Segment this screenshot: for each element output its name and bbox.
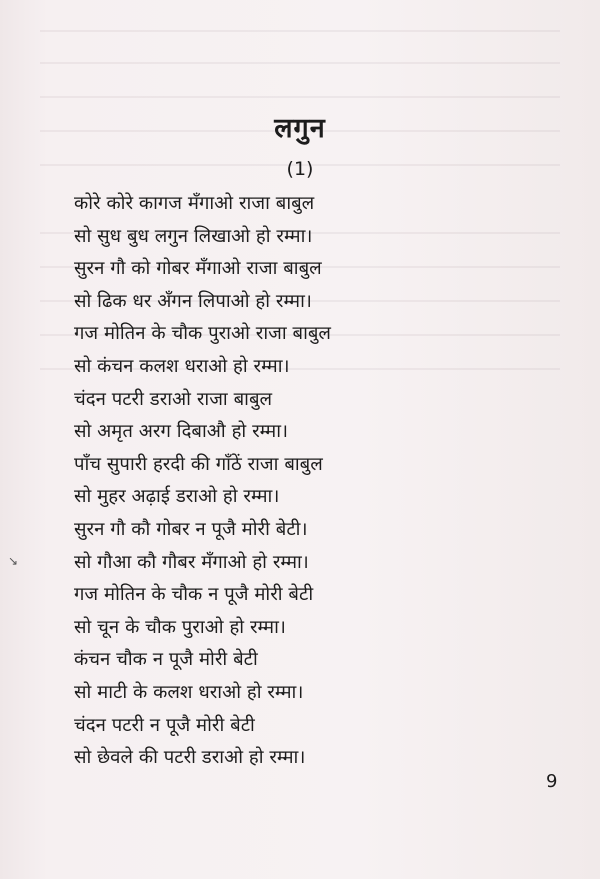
poem-line: सुरन गौ को गोबर मँगाओ राजा बाबुल [74, 258, 322, 280]
poem-line: चंदन पटरी न पूजै मोरी बेटी [74, 714, 255, 736]
poem-line: सो कंचन कलश धराओ हो रम्मा। [74, 355, 290, 377]
poem-line: गज मोतिन के चौक न पूजै मोरी बेटी [74, 584, 314, 606]
poem-line: सो माटी के कलश धराओ हो रम्मा। [74, 681, 304, 703]
poem-line: सो चून के चौक पुराओ हो रम्मा। [74, 616, 286, 638]
poem-line: कोरे कोरे कागज मँगाओ राजा बाबुल [74, 193, 315, 214]
poem-line: सो छेवले की पटरी डराओ हो रम्मा। [74, 747, 306, 769]
poem-line: सुरन गौ कौ गोबर न पूजै मोरी बेटी। [74, 518, 308, 540]
poem-line: पाँच सुपारी हरदी की गाँठें राजा बाबुल [74, 453, 323, 475]
poem-line: सो ढिक धर अँगन लिपाओ हो रम्मा। [74, 290, 312, 312]
section-number: (1) [286, 158, 314, 180]
poem-title: लगुन [274, 113, 326, 144]
poem-line: सो सुध बुध लगुन लिखाओ हो रम्मा। [74, 225, 313, 247]
poem-line: सो अमृत अरग दिबाऔ हो रम्मा। [74, 421, 289, 443]
poem-line: सो गौआ कौ गौबर मँगाओ हो रम्मा। [74, 551, 309, 573]
poem-line: गज मोतिन के चौक पुराओ राजा बाबुल [74, 323, 331, 345]
poem-body [74, 188, 574, 775]
poem-line: चंदन पटरी डराओ राजा बाबुल [74, 388, 273, 410]
margin-tick-mark: ↘ [8, 554, 19, 568]
page-number: 9 [546, 771, 558, 792]
poem-line: सो मुहर अढ़ाई डराओ हो रम्मा। [74, 486, 280, 508]
poem-line: कंचन चौक न पूजै मोरी बेटी [74, 649, 258, 671]
